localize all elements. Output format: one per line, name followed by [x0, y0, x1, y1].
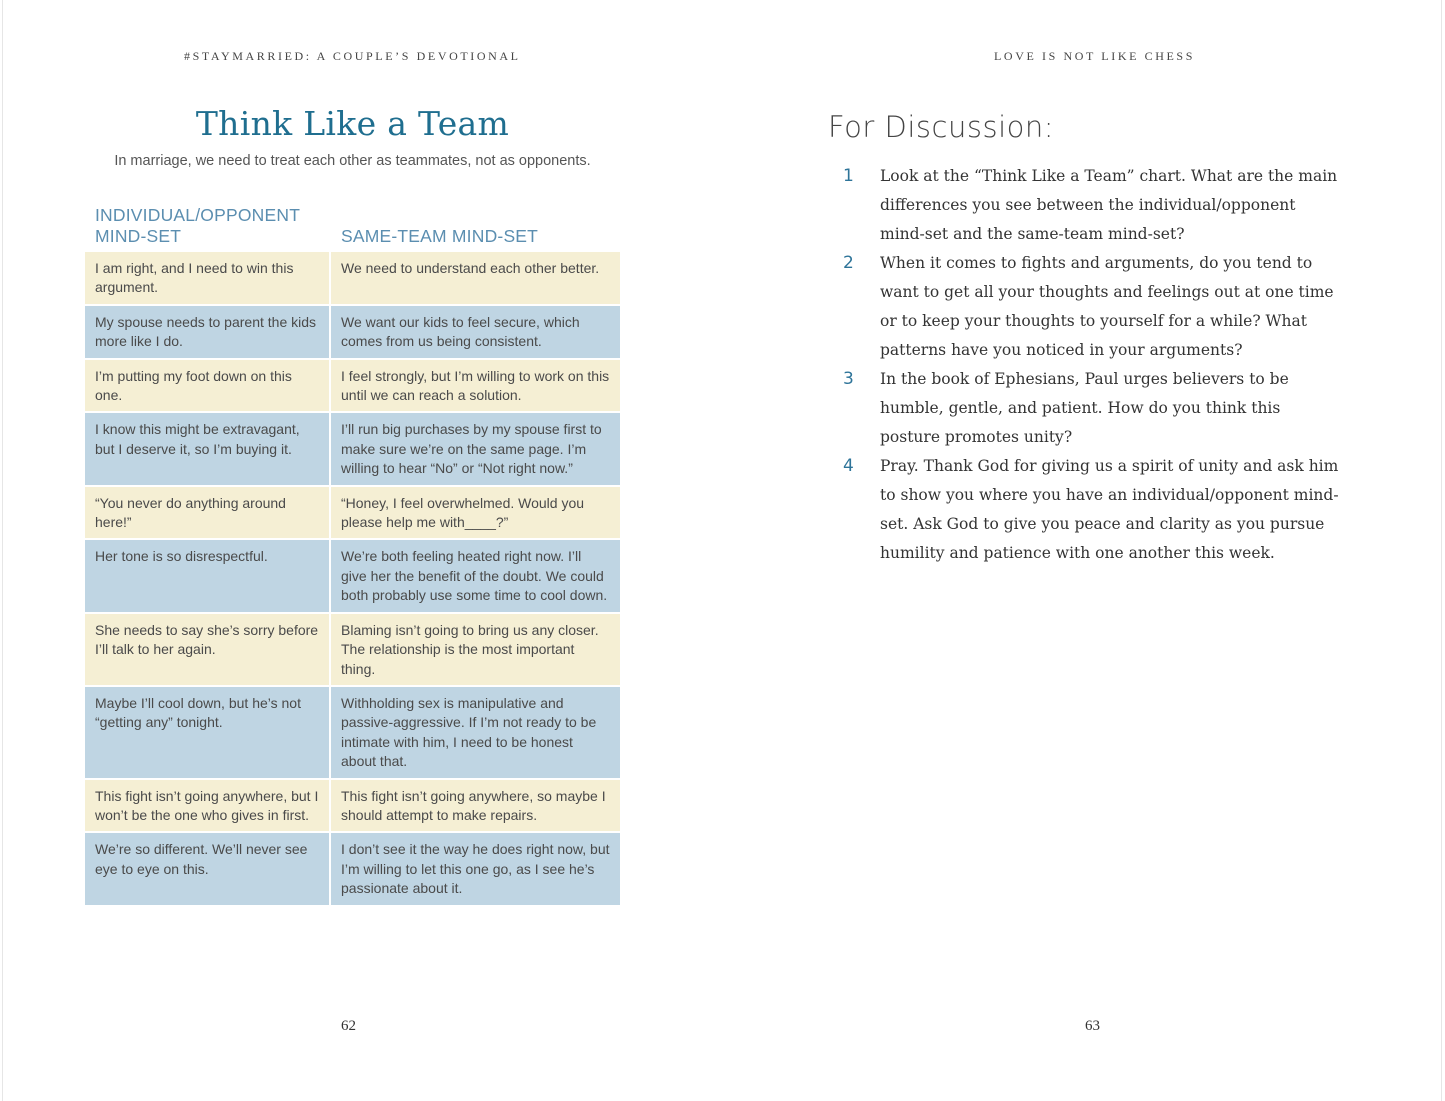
cell-individual: I am right, and I need to win this argument. [85, 252, 331, 304]
table-row [85, 538, 620, 611]
table-row [85, 778, 620, 832]
chart-subtitle: In marriage, we need to treat each other as teammates, not as opponents. [114, 153, 591, 169]
discussion-heading: For Discussion: [828, 110, 1055, 144]
cell-team: Withholding sex is manipulative and passive-aggressive. If I’m not ready to be intimate with him, I need to be honest about that. [341, 694, 597, 770]
discussion-item [843, 365, 1343, 452]
running-head-right: LOVE IS NOT LIKE CHESS [994, 49, 1195, 63]
discussion-text: Pray. Thank God for giving us a spirit of unity and ask him to show you where you have an individual/opponent mind-set. Ask God to give you peace and clarity as you pursue humility and patience with one another this week. [880, 457, 1339, 562]
table-row [85, 304, 620, 358]
discussion-number: 4 [843, 456, 854, 476]
cell-team: “Honey, I feel overwhelmed. Would you please help me with____?” [341, 494, 585, 531]
discussion-number: 2 [843, 253, 854, 273]
cell-team: This fight isn’t going anywhere, so maybe I should attempt to make repairs. [341, 787, 606, 823]
table-row [85, 485, 620, 539]
cell-team: I’ll run big purchases by my spouse first to make sure we’re on the same page. I’m willing to hear “No” or “Not right now.” [341, 421, 602, 477]
cell-individual: We’re so different. We’ll never see eye to eye on this. [85, 833, 331, 904]
cell-team: We’re both feeling heated right now. I’ll give her the benefit of the doubt. We could both probably use some time to cool down. [341, 548, 608, 604]
table-row [85, 685, 620, 778]
running-head-left: #STAYMARRIED: A COUPLE’S DEVOTIONAL [184, 49, 521, 63]
cell-individual: My spouse needs to parent the kids more like I do. [85, 306, 331, 358]
cell-team: Blaming isn’t going to bring us any closer. The relationship is the most important thing. [341, 621, 599, 677]
cell-team: We want our kids to feel secure, which comes from us being consistent. [341, 313, 580, 350]
column-header-team: SAME-TEAM MIND-SET [341, 226, 539, 246]
table-row [85, 612, 620, 685]
page-edge-right [1441, 0, 1442, 1101]
cell-individual: Maybe I’ll cool down, but he’s not “getting any” tonight. [85, 687, 331, 778]
discussion-item [843, 249, 1343, 365]
page-number-right: 63 [1085, 1018, 1100, 1034]
column-header-individual: INDIVIDUAL/OPPONENT MIND-SET [95, 205, 300, 246]
discussion-text: Look at the “Think Like a Team” chart. What are the main differences you see between the individual/opponent mind-set and the same-team mind-set? [880, 167, 1338, 243]
chart-title: Think Like a Team [195, 104, 510, 143]
discussion-number: 3 [843, 369, 854, 389]
discussion-text: In the book of Ephesians, Paul urges believers to be humble, gentle, and patient. How do you think this posture promotes unity? [880, 370, 1289, 446]
cell-individual: She needs to say she’s sorry before I’ll talk to her again. [85, 614, 331, 685]
cell-team: I don’t see it the way he does right now, but I’m willing to let this one go, as I see he’s passionate about it. [341, 841, 610, 897]
cell-team: We need to understand each other better. [341, 260, 600, 276]
discussion-item [843, 452, 1343, 568]
cell-individual: “You never do anything around here!” [85, 487, 331, 539]
discussion-list [843, 162, 1343, 568]
discussion-item [843, 162, 1343, 249]
cell-individual: I know this might be extravagant, but I deserve it, so I’m buying it. [85, 413, 331, 484]
cell-team: I feel strongly, but I’m willing to work on this until we can reach a solution. [341, 367, 610, 404]
table-row [85, 831, 620, 904]
table-row [85, 411, 620, 484]
cell-individual: I’m putting my foot down on this one. [85, 360, 331, 412]
discussion-text: When it comes to fights and arguments, do you tend to want to get all your thoughts and feelings out at one time or to keep your thoughts to yourself for a while? What patterns have you noticed in your arguments? [880, 254, 1334, 359]
page-edge-left [2, 0, 3, 1101]
cell-individual: Her tone is so disrespectful. [85, 540, 331, 611]
page-number-left: 62 [341, 1018, 356, 1034]
table-row [85, 252, 620, 304]
discussion-number: 1 [843, 166, 854, 186]
table-row [85, 358, 620, 412]
mindset-table [85, 252, 620, 905]
cell-individual: This fight isn’t going anywhere, but I won’t be the one who gives in first. [85, 780, 331, 832]
